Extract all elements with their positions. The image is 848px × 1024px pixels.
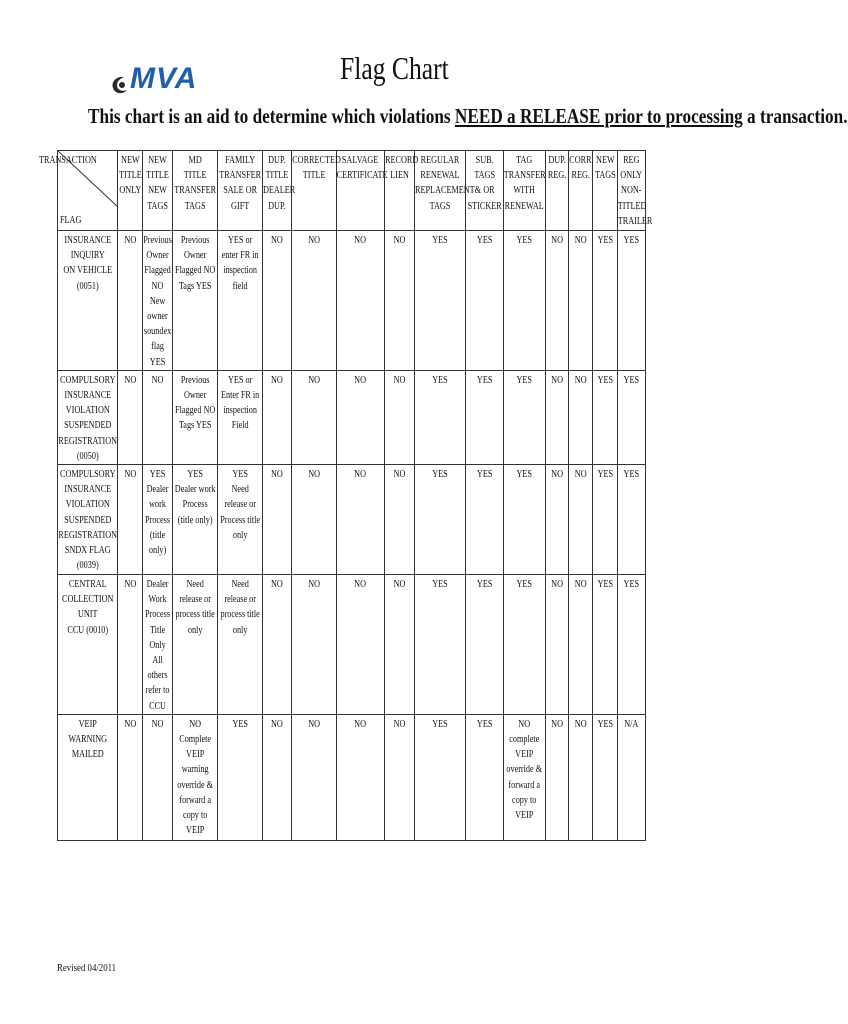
cell-value: NO — [574, 235, 587, 246]
cell-value: YES — [232, 718, 248, 730]
table-cell — [118, 714, 143, 840]
cell-value: Dealer Work Process Title Only All others refer to CCU — [144, 579, 171, 712]
column-header — [415, 151, 475, 231]
flag-cell — [58, 231, 118, 371]
table-cell — [466, 370, 504, 464]
corner-flag-label — [60, 213, 87, 228]
table-row — [58, 465, 646, 575]
cell-value: YES or enter FR in inspection field — [221, 235, 259, 292]
table-cell — [173, 575, 218, 715]
table-cell — [593, 370, 618, 464]
cell-value: YES Dealer work Process (title only) — [174, 469, 216, 526]
column-header-label: FAMILY TRANSFER SALE OR GIFT — [219, 155, 261, 212]
table-cell — [263, 231, 292, 371]
cell-value: YES — [597, 718, 613, 730]
table-cell — [218, 370, 263, 464]
column-header-label: CORR. REG. — [569, 155, 594, 182]
cell-value: YES — [516, 235, 533, 246]
cell-value: NO — [551, 579, 563, 591]
cell-value: NO — [124, 579, 136, 591]
column-header — [569, 151, 593, 231]
cell-value: YES — [623, 235, 640, 246]
column-header — [546, 151, 569, 231]
cell-value: NO — [354, 374, 367, 386]
cell-value: YES — [516, 374, 533, 386]
table-cell — [385, 575, 415, 715]
column-header-label: RECORD LIEN — [385, 155, 419, 182]
table-cell — [385, 714, 415, 840]
table-cell — [466, 575, 504, 715]
column-header — [593, 151, 618, 231]
cell-value: YES — [432, 579, 448, 591]
cell-value: YES — [476, 374, 493, 386]
cell-value: NO — [354, 469, 367, 481]
table-cell — [385, 465, 415, 575]
cell-value: NO — [271, 235, 283, 246]
column-header — [504, 151, 546, 231]
cell-value: YES — [476, 579, 493, 591]
cell-value: NO — [308, 579, 320, 591]
cell-value: NO — [151, 718, 164, 730]
column-header-label: MD TITLE TRANSFER TAGS — [174, 155, 216, 212]
cell-value: YES — [597, 374, 613, 386]
column-header — [618, 151, 653, 231]
cell-value: NO — [354, 718, 367, 730]
table-cell — [546, 370, 569, 464]
cell-value: YES Need release or Process title only — [220, 469, 260, 541]
cell-value: NO — [124, 718, 136, 730]
cell-value: NO — [393, 579, 406, 591]
cell-value: NO — [551, 469, 563, 481]
table-cell — [385, 231, 415, 371]
table-cell — [118, 231, 143, 371]
page-subtitle — [88, 104, 848, 129]
cell-value: NO Complete VEIP warning override & forward a copy to VEIP — [177, 718, 213, 837]
cell-value: NO complete VEIP override & forward a copy to VEIP — [506, 718, 543, 822]
column-header-label: SALVAGE CERTIFICATE — [337, 155, 388, 182]
table-cell — [337, 231, 385, 371]
header-row — [58, 151, 646, 231]
table-cell — [263, 575, 292, 715]
flag-cell — [58, 465, 118, 575]
subtitle-lead: This chart is an aid to determine which violations — [88, 104, 455, 128]
column-header-label: SUB. TAGS & OR STICKER — [467, 155, 502, 212]
table-cell — [569, 465, 593, 575]
cell-value: NO — [271, 469, 283, 481]
cell-value: NO — [308, 374, 320, 386]
cell-value: Previous Owner Flagged NO Tags YES — [174, 374, 216, 432]
table-cell — [504, 575, 546, 715]
cell-value: NO — [124, 469, 136, 481]
table-cell — [593, 465, 618, 575]
table-cell — [415, 575, 466, 715]
logo-wordmark: MVA — [130, 62, 198, 95]
table-cell — [593, 575, 618, 715]
table-cell — [143, 231, 173, 371]
flag-label: VEIP WARNING MAILED — [68, 718, 107, 761]
table-cell — [118, 575, 143, 715]
cell-value: Previous Owner Flagged NO New owner soundex flag YES — [143, 235, 172, 368]
cell-value: YES — [476, 718, 493, 730]
cell-value: NO — [574, 469, 587, 481]
column-header — [218, 151, 263, 231]
mva-logo — [110, 60, 205, 104]
cell-value: YES — [476, 469, 493, 481]
column-header-label: TAG TRANSFER WITH RENEWAL — [504, 155, 546, 212]
revised-date: Revised 04/2011 — [57, 962, 117, 974]
cell-value: NO — [393, 235, 406, 246]
table-cell — [466, 231, 504, 371]
page-title: Flag Chart — [340, 50, 449, 86]
table-cell — [593, 714, 618, 840]
table-cell — [173, 231, 218, 371]
table-cell — [466, 465, 504, 575]
flag-label: COMPULSORY INSURANCE VIOLATION SUSPENDED REGISTRATION SNDX FLAG (0039) — [58, 469, 117, 572]
cell-value: NO — [271, 718, 283, 730]
table-cell — [618, 465, 646, 575]
corner-transaction-label — [39, 153, 113, 168]
table-cell — [218, 231, 263, 371]
flag-cell — [58, 575, 118, 715]
table-cell — [569, 714, 593, 840]
cell-value: NO — [308, 235, 320, 246]
table-cell — [504, 231, 546, 371]
table-cell — [618, 370, 646, 464]
column-header-label: DUP. REG. — [547, 155, 567, 182]
cell-value: YES — [432, 235, 448, 246]
cell-value: YES — [432, 374, 448, 386]
table-cell — [618, 575, 646, 715]
table-cell — [546, 231, 569, 371]
column-header — [292, 151, 341, 231]
table-row — [58, 370, 646, 464]
cell-value: NO — [574, 579, 587, 591]
table-cell — [546, 575, 569, 715]
table-cell — [415, 370, 466, 464]
table-row — [58, 575, 646, 715]
table-cell — [569, 575, 593, 715]
table-cell — [337, 714, 385, 840]
corner-cell — [38, 151, 118, 231]
swirl-icon — [110, 74, 130, 96]
table-cell — [569, 370, 593, 464]
table-cell — [504, 370, 546, 464]
column-header — [143, 151, 173, 231]
corner-transaction-text: TRANSACTION — [38, 155, 97, 166]
cell-value: NO — [151, 374, 164, 386]
cell-value: NO — [551, 374, 563, 386]
cell-value: NO — [308, 469, 320, 481]
cell-value: NO — [574, 374, 587, 386]
cell-value: YES — [476, 235, 493, 246]
column-header-label: DUP. TITLE DEALER DUP. — [263, 155, 296, 212]
cell-value: NO — [393, 718, 406, 730]
table-cell — [143, 370, 173, 464]
column-header-label: NEW TAGS — [594, 155, 616, 182]
table-cell — [173, 714, 218, 840]
table-cell — [337, 575, 385, 715]
cell-value: YES — [623, 374, 640, 386]
table-row — [58, 231, 646, 371]
cell-value: NO — [271, 374, 283, 386]
cell-value: Need release or process title only — [175, 579, 215, 636]
cell-value: NO — [551, 235, 563, 246]
column-header — [263, 151, 296, 231]
cell-value: YES — [597, 579, 613, 591]
flag-table — [38, 150, 653, 841]
table-cell — [118, 465, 143, 575]
cell-value: YES — [516, 469, 533, 481]
column-header-label: REG ONLY NON- TITLED TRAILER — [618, 155, 653, 227]
flag-label: CENTRAL COLLECTION UNIT CCU (0010) — [61, 579, 114, 636]
cell-value: YES — [597, 469, 613, 481]
table-cell — [263, 465, 292, 575]
cell-value: NO — [574, 718, 587, 730]
column-header-label: NEW TITLE ONLY — [118, 155, 142, 197]
cell-value: NO — [124, 374, 136, 386]
table-cell — [337, 370, 385, 464]
table-cell — [218, 465, 263, 575]
table-cell — [292, 714, 337, 840]
table-cell — [415, 231, 466, 371]
table-cell — [593, 231, 618, 371]
table-cell — [292, 370, 337, 464]
table-cell — [292, 231, 337, 371]
column-header — [385, 151, 419, 231]
cell-value: NO — [551, 718, 563, 730]
table-cell — [292, 465, 337, 575]
table-cell — [173, 465, 218, 575]
table-cell — [218, 575, 263, 715]
cell-value: NO — [124, 235, 136, 246]
table-cell — [618, 231, 646, 371]
table-cell — [415, 714, 466, 840]
cell-value: YES — [623, 469, 640, 481]
table-cell — [143, 575, 173, 715]
cell-value: YES — [432, 718, 448, 730]
cell-value: YES — [432, 469, 448, 481]
column-header-label: REGULAR RENEWAL REPLACEMENT TAGS — [415, 155, 475, 212]
cell-value: Need release or process title only — [220, 579, 260, 636]
flag-cell — [58, 714, 118, 840]
table-cell — [466, 714, 504, 840]
cell-value: YES Dealer work Process (title only) — [144, 469, 171, 557]
cell-value: NO — [308, 718, 320, 730]
table-cell — [337, 465, 385, 575]
subtitle-emphasis: NEED a RELEASE prior to processing — [454, 104, 743, 128]
cell-value: YES — [597, 235, 613, 246]
table-cell — [263, 714, 292, 840]
cell-value: YES — [516, 579, 533, 591]
table-cell — [218, 714, 263, 840]
cell-value: NO — [354, 579, 367, 591]
cell-value: NO — [393, 374, 406, 386]
table-cell — [504, 714, 546, 840]
table-cell — [385, 370, 415, 464]
cell-value: NO — [354, 235, 367, 246]
table-cell — [546, 465, 569, 575]
cell-value: YES — [623, 579, 640, 591]
table-cell — [569, 231, 593, 371]
cell-value: NO — [271, 579, 283, 591]
table-cell — [415, 465, 466, 575]
table-cell — [263, 370, 292, 464]
column-header — [118, 151, 143, 231]
column-header — [337, 151, 388, 231]
flag-label: COMPULSORY INSURANCE VIOLATION SUSPENDED REGISTRATION (0050) — [58, 374, 117, 462]
column-header — [173, 151, 218, 231]
flag-label: INSURANCE INQUIRY ON VEHICLE (0051) — [63, 235, 112, 292]
table-cell — [143, 465, 173, 575]
table-cell — [504, 465, 546, 575]
corner-flag-text: FLAG — [60, 214, 82, 226]
cell-value: N/A — [624, 718, 639, 730]
table-row — [58, 714, 646, 840]
column-header-label: NEW TITLE NEW TAGS — [146, 155, 169, 212]
column-header — [466, 151, 504, 231]
table-cell — [546, 714, 569, 840]
table-cell — [292, 575, 337, 715]
cell-value: NO — [393, 469, 406, 481]
cell-value: Previous Owner Flagged NO Tags YES — [174, 235, 216, 292]
table-cell — [143, 714, 173, 840]
flag-cell — [58, 370, 118, 464]
column-header-label: CORRECTED TITLE — [292, 155, 341, 182]
subtitle-tail: a transaction. — [742, 104, 848, 128]
cell-value: YES or Enter FR in inspection Field — [220, 374, 260, 432]
table-cell — [118, 370, 143, 464]
table-cell — [173, 370, 218, 464]
table-cell — [618, 714, 646, 840]
